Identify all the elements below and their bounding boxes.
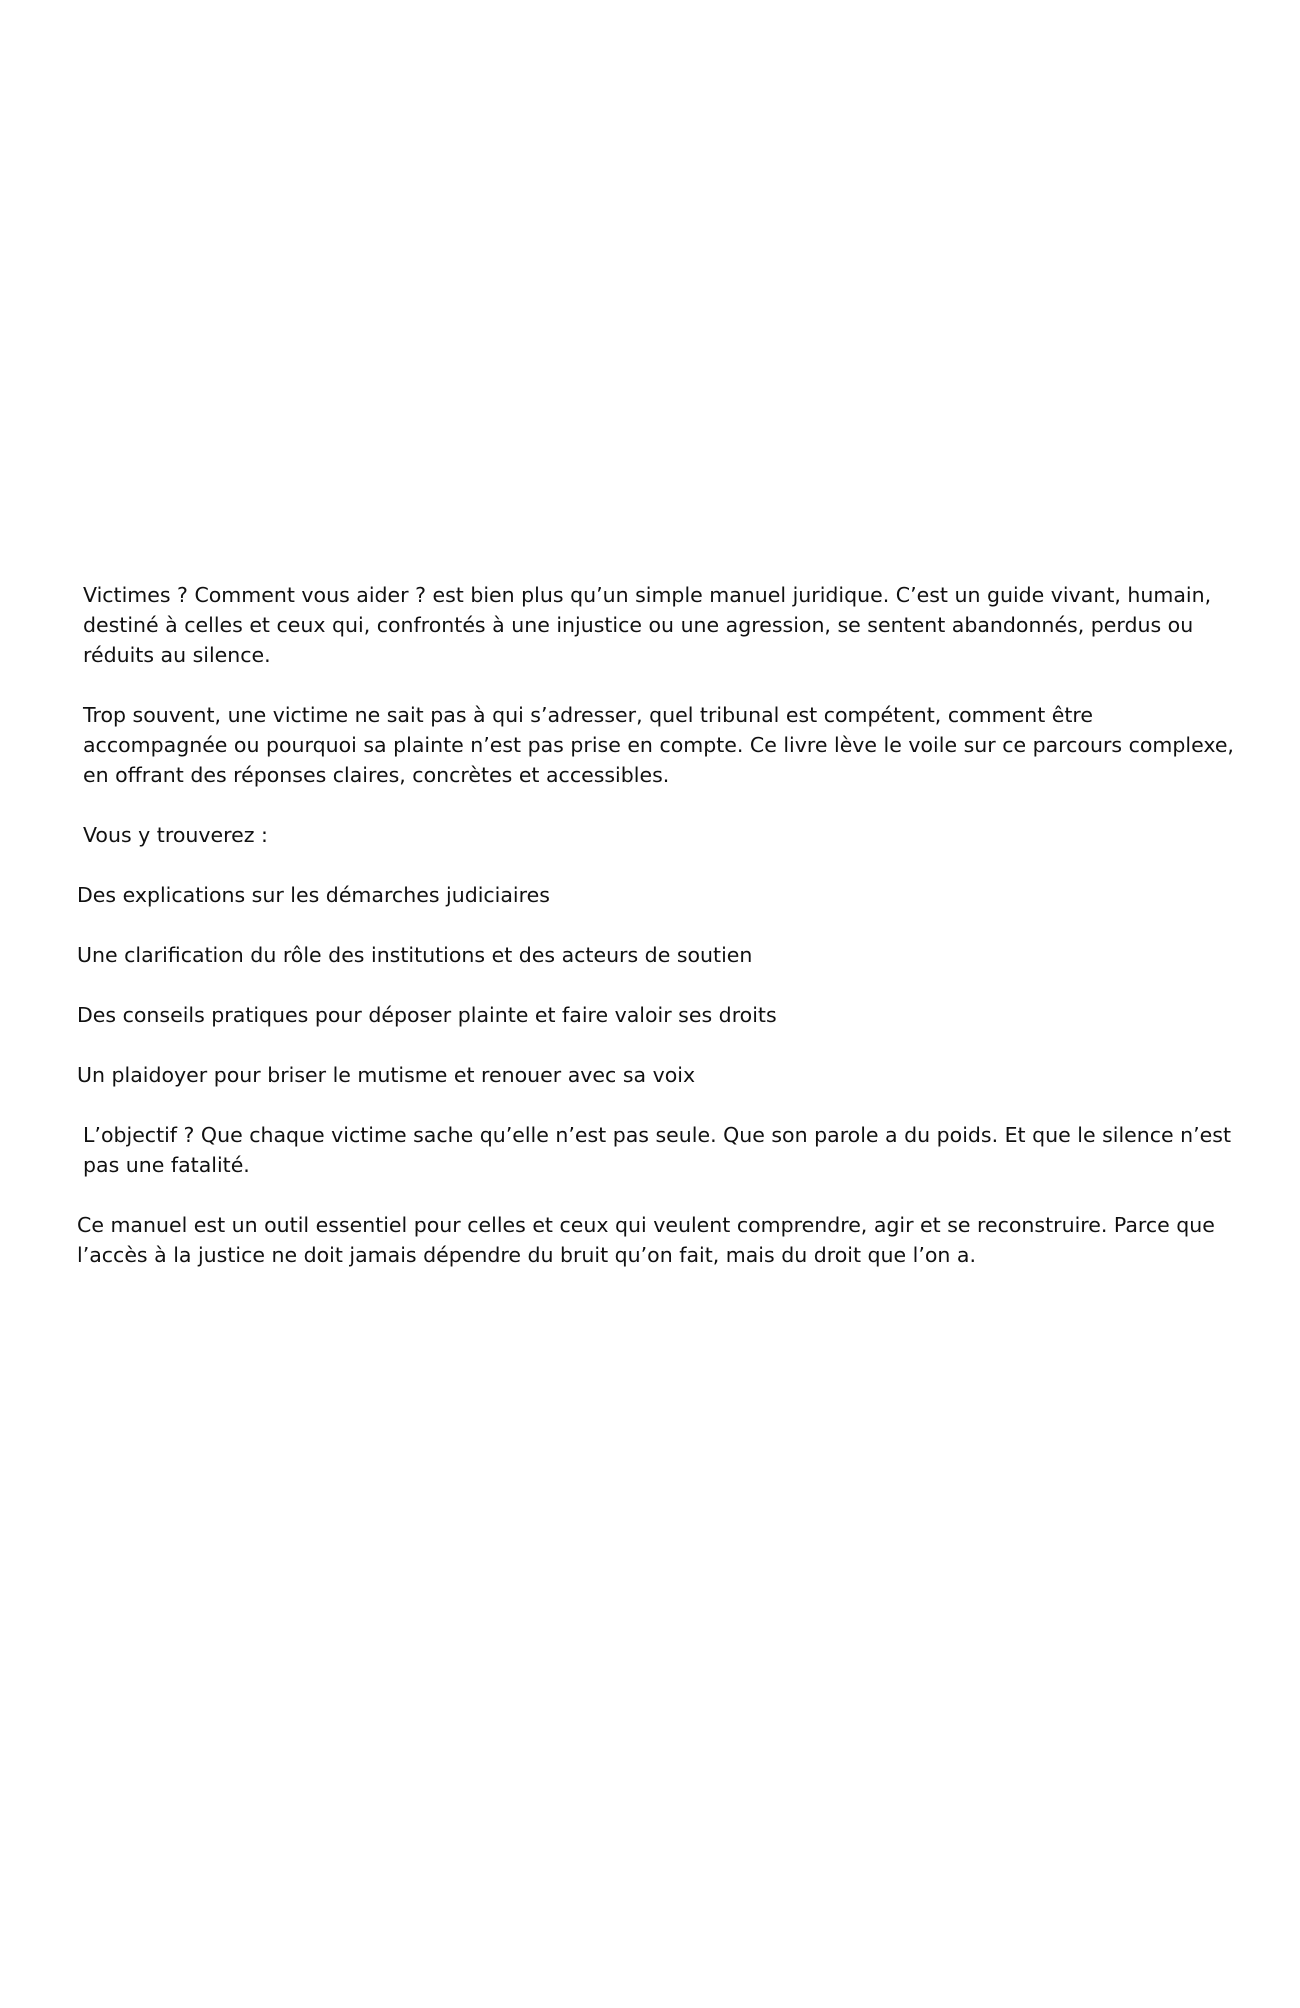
paragraph-problem: Trop souvent, une victime ne sait pas à qui s’adresser, quel tribunal est compétent, comment être accompagnée ou pourquoi sa plainte n’est pas prise en compte. Ce livre lève le voile sur ce parcours complexe, en offrant des réponses claires, concrètes et accessibles. xyxy=(83,703,1234,787)
list-item: Des explications sur les démarches judiciaires xyxy=(77,883,550,907)
paragraph-intro: Victimes ? Comment vous aider ? est bien plus qu’un simple manuel juridique. C’est un guide vivant, humain, destiné à celles et ceux qui, confrontés à une injustice ou une agression, se sentent abandonnés, perdus ou réduits au silence. xyxy=(83,583,1212,667)
list-item: Un plaidoyer pour briser le mutisme et renouer avec sa voix xyxy=(77,1063,696,1087)
paragraph-objective: L’objectif ? Que chaque victime sache qu’elle n’est pas seule. Que son parole a du poids. Et que le silence n’est pas une fatalité. xyxy=(83,1123,1231,1177)
list-item: Des conseils pratiques pour déposer plainte et faire valoir ses droits xyxy=(77,1003,777,1027)
document-body xyxy=(77,580,1237,1270)
paragraph-conclusion: Ce manuel est un outil essentiel pour celles et ceux qui veulent comprendre, agir et se reconstruire. Parce que l’accès à la justice ne doit jamais dépendre du bruit qu’on fait, mais du droit que l’on a. xyxy=(77,1213,1215,1267)
paragraph-list-intro: Vous y trouverez : xyxy=(83,823,268,847)
list-item: Une clarification du rôle des institutions et des acteurs de soutien xyxy=(77,943,753,967)
